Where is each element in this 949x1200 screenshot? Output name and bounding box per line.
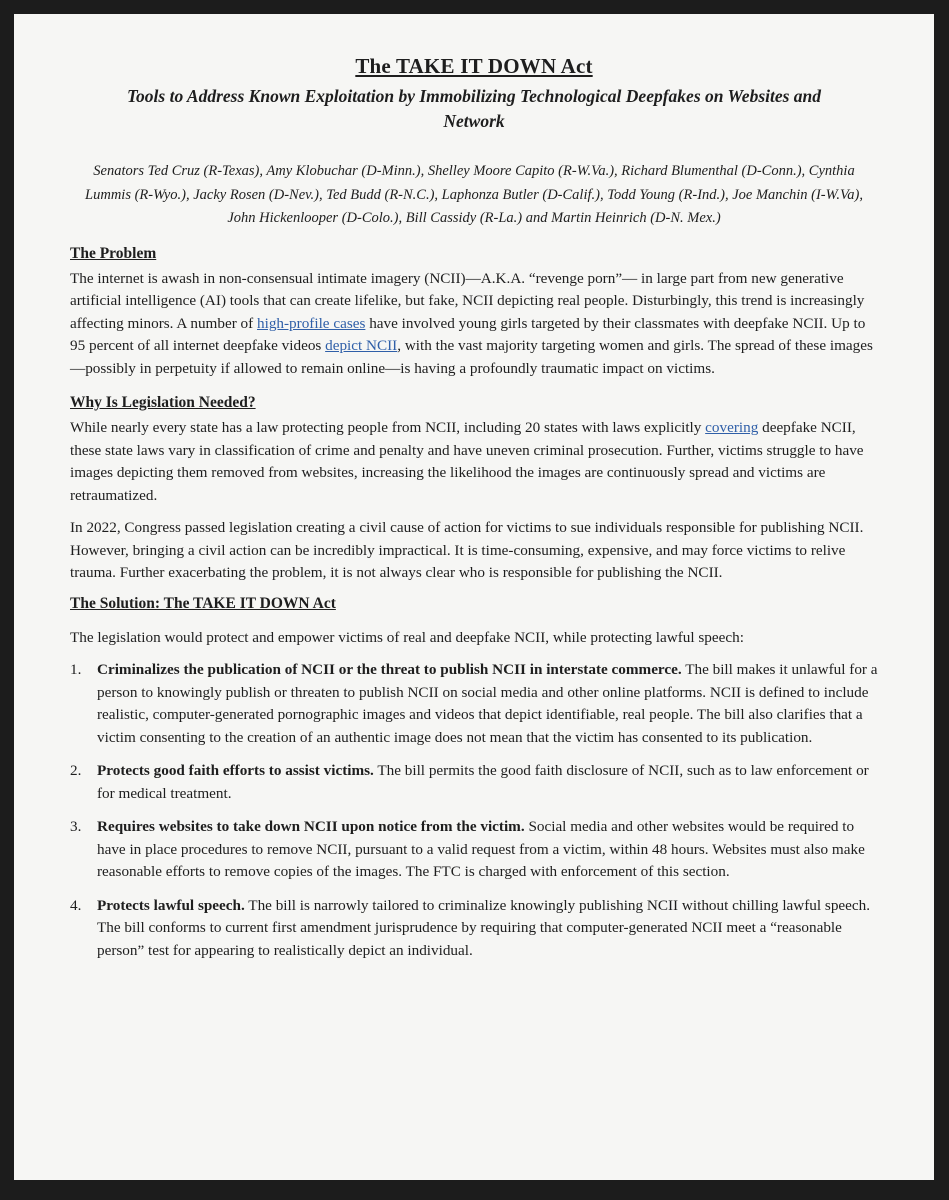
document-subtitle: Tools to Address Known Exploitation by Immobilizing Technological Deepfakes on Websites and Network xyxy=(126,86,822,131)
depict-ncii-link[interactable]: depict NCII xyxy=(325,337,398,354)
problem-heading: The Problem xyxy=(70,244,157,262)
why-paragraph-2: In 2022, Congress passed legislation creating a civil cause of action for victims to sue individuals responsible for publishing NCII. However, bringing a civil action can be incredibly impractical. It is time-consuming, expensive, and may force victims to relive trauma. Further exacerbating the problem, it is not always clear who is responsible for publishing the NCII. xyxy=(70,519,864,581)
solution-intro: The legislation would protect and empower victims of real and deepfake NCII, while protecting lawful speech: xyxy=(70,628,744,646)
solution-heading: The Solution: The TAKE IT DOWN Act xyxy=(70,594,336,612)
document-title: The TAKE IT DOWN Act xyxy=(355,54,593,78)
list-item-number: 2. xyxy=(70,762,82,779)
why-text-1b: deepfake NCII, these state laws vary in classification of crime and penalty and have uneven criminal prosecution. Further, victims struggle to have images depicting them removed from websites, increasing the likelihood the images are continuously spread and victims are retraumatized. xyxy=(70,419,864,504)
problem-paragraph xyxy=(70,268,878,381)
why-heading: Why Is Legislation Needed? xyxy=(70,394,256,411)
high-profile-cases-link[interactable]: high-profile cases xyxy=(257,314,366,332)
list-item-lead: Protects good faith efforts to assist victims. xyxy=(97,762,374,779)
list-item-lead: Criminalizes the publication of NCII or the threat to publish NCII in interstate commerce. xyxy=(97,661,682,678)
list-item-text: Social media and other websites would be required to have in place procedures to remove NCII, pursuant to a valid request from a victim, within 48 hours. Websites must also make reasonable efforts to remove copies of the images. The FTC is charged with enforcement of this section. xyxy=(97,818,865,880)
list-item xyxy=(70,659,878,749)
list-item-number: 3. xyxy=(70,818,82,835)
list-item xyxy=(70,760,878,805)
list-item-number: 4. xyxy=(70,896,82,914)
list-item-text: The bill makes it unlawful for a person to knowingly publish or threaten to publish NCII on social media and other online platforms. NCII is defined to include realistic, computer-generated pornographic images and videos that depict identifiable, real people. The bill also clarifies that a victim consenting to the creation of an authentic image does not mean that the victim has consented to its publication. xyxy=(97,661,878,746)
list-item-number: 1. xyxy=(70,661,82,678)
why-text-1a: While nearly every state has a law protecting people from NCII, including 20 states with laws explicitly xyxy=(70,419,706,436)
problem-text-3: , with the vast majority targeting women and girls. The spread of these images—possibly in perpetuity if allowed to remain online—is having a profoundly traumatic impact on victims. xyxy=(70,337,873,377)
list-item-text: The bill permits the good faith disclosure of NCII, such as to law enforcement or for medical treatment. xyxy=(97,762,869,802)
list-item xyxy=(70,816,878,884)
document-page xyxy=(14,14,934,1180)
solution-list xyxy=(70,659,878,962)
problem-text-2: have involved young girls targeted by their classmates with deepfake NCII. Up to 95 percent of all internet deepfake videos xyxy=(70,314,866,354)
list-item-lead: Protects lawful speech. xyxy=(97,896,245,914)
why-paragraph-1 xyxy=(70,417,878,507)
covering-link[interactable]: covering xyxy=(705,419,759,436)
list-item-text: The bill is narrowly tailored to criminalize knowingly publishing NCII without chilling lawful speech. The bill conforms to current first amendment jurisprudence by requiring that computer-generated NCII meet a “reasonable person” test for appearing to realistically depict an individual. xyxy=(97,896,871,959)
sponsors-list: Senators Ted Cruz (R-Texas), Amy Klobuchar (D-Minn.), Shelley Moore Capito (R-W.Va.), Richard Blumenthal (D-Conn.), Cynthia Lummis (R-Wyo.), Jacky Rosen (D-Nev.), Ted Budd (R-N.C.), Laphonza Butler (D-Calif.), Todd Young (R-Ind.), Joe Manchin (I-W.Va), John Hickenlooper (D-Colo.), Bill Cassidy (R-La.) and Martin Heinrich (D-N. Mex.) xyxy=(85,163,863,226)
problem-text-1: The internet is awash in non-consensual intimate imagery (NCII)—A.K.A. “revenge porn”— in large part from new generative artificial intelligence (AI) tools that can create lifelike, but fake, NCII depicting real people. Disturbingly, this trend is increasingly affecting minors. A number of xyxy=(70,269,865,332)
list-item xyxy=(70,895,878,963)
list-item-lead: Requires websites to take down NCII upon notice from the victim. xyxy=(97,818,525,835)
